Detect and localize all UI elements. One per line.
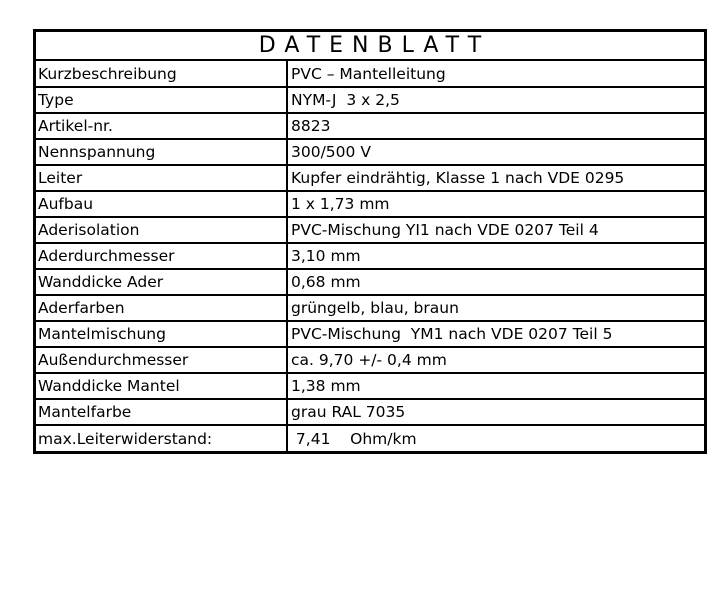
table-row <box>36 191 704 217</box>
table-row <box>36 113 704 139</box>
table-row <box>36 321 704 347</box>
row-value: grau RAL 7035 <box>287 399 704 425</box>
row-label: Aderfarben <box>36 295 287 321</box>
row-label: Kurzbeschreibung <box>36 61 287 87</box>
row-label: Mantelmischung <box>36 321 287 347</box>
table-row <box>36 217 704 243</box>
datasheet-table <box>33 29 707 454</box>
table-row <box>36 165 704 191</box>
row-label: max.Leiterwiderstand: <box>36 425 287 451</box>
row-value: 3,10 mm <box>287 243 704 269</box>
table-row <box>36 243 704 269</box>
row-label: Wanddicke Mantel <box>36 373 287 399</box>
table-row <box>36 425 704 451</box>
row-label: Artikel-nr. <box>36 113 287 139</box>
table-row <box>36 373 704 399</box>
table-row <box>36 269 704 295</box>
row-value: 7,41 Ohm/km <box>287 425 704 451</box>
row-value: PVC-Mischung YI1 nach VDE 0207 Teil 4 <box>287 217 704 243</box>
table-row <box>36 347 704 373</box>
row-value: NYM-J 3 x 2,5 <box>287 87 704 113</box>
row-label: Aderdurchmesser <box>36 243 287 269</box>
table-row <box>36 139 704 165</box>
table-row <box>36 399 704 425</box>
row-value: 300/500 V <box>287 139 704 165</box>
row-value: 8823 <box>287 113 704 139</box>
row-value: PVC – Mantelleitung <box>291 64 446 83</box>
row-value: 1,38 mm <box>287 373 704 399</box>
spec-table <box>36 61 704 451</box>
row-value: 0,68 mm <box>287 269 704 295</box>
row-value: Kupfer eindrähtig, Klasse 1 nach VDE 0295 <box>287 165 704 191</box>
table-row <box>36 61 704 87</box>
row-label: Mantelfarbe <box>36 399 287 425</box>
row-label: Nennspannung <box>36 139 287 165</box>
row-label: Wanddicke Ader <box>36 269 287 295</box>
row-value: 1 x 1,73 mm <box>287 191 704 217</box>
row-label: Aufbau <box>36 191 287 217</box>
row-label: Außendurchmesser <box>36 347 287 373</box>
table-row <box>36 295 704 321</box>
row-value: PVC-Mischung YM1 nach VDE 0207 Teil 5 <box>287 321 704 347</box>
row-value: ca. 9,70 +/- 0,4 mm <box>287 347 704 373</box>
row-value: grüngelb, blau, braun <box>287 295 704 321</box>
row-label: Aderisolation <box>36 217 287 243</box>
row-label: Leiter <box>36 165 287 191</box>
table-row <box>36 87 704 113</box>
datasheet-title: DATENBLATT <box>36 32 704 61</box>
row-label: Type <box>36 87 287 113</box>
